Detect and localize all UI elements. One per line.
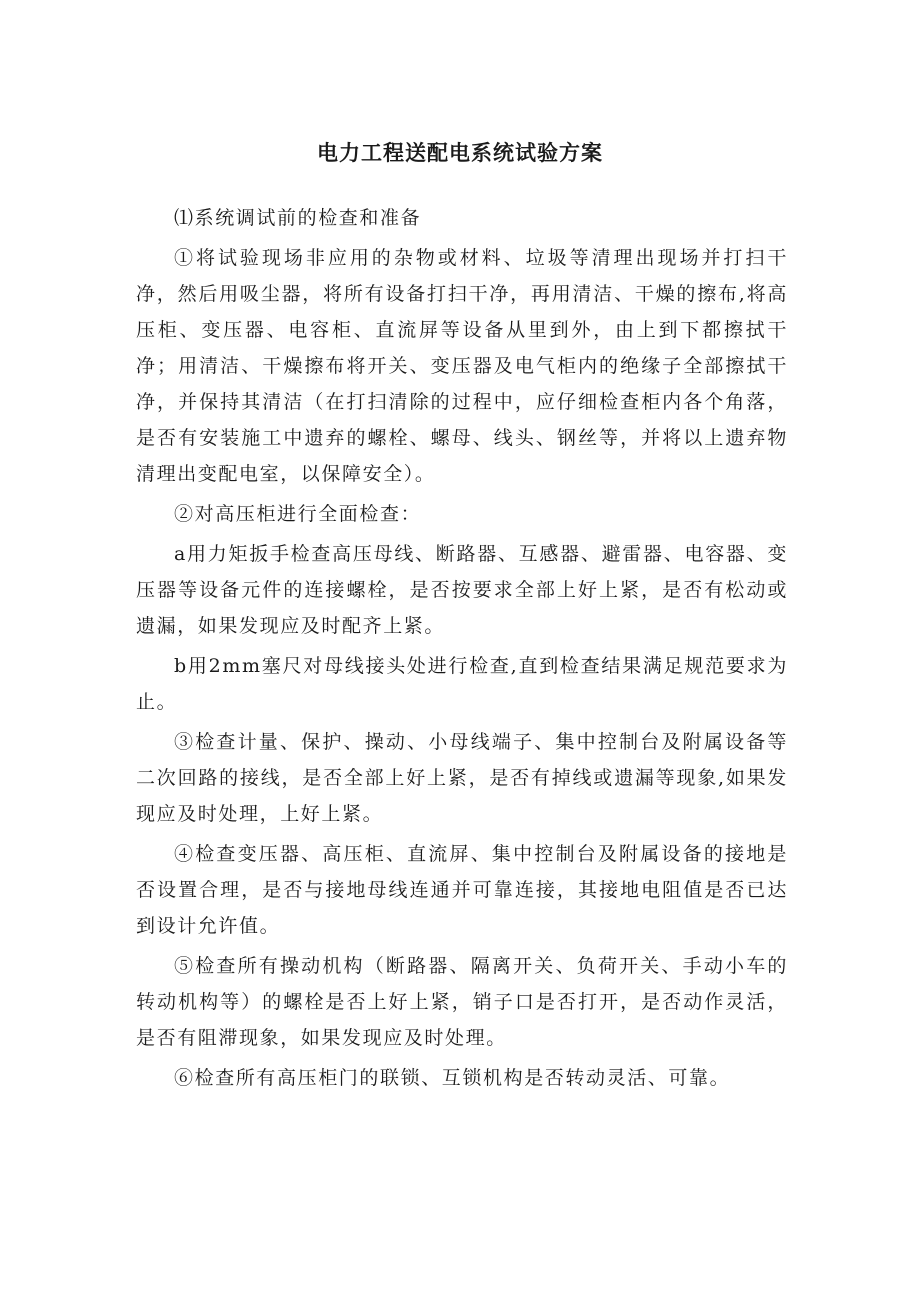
paragraph-item-1: ①将试验现场非应用的杂物或材料、垃圾等清理出现场并打扫干净，然后用吸尘器，将所有设备打扫干净，再用清洁、干燥的擦布,将高压柜、变压器、电容柜、直流屏等设备从里到外，由上到下都擦拭干净；用清洁、干燥擦布将开关、变压器及电气柜内的绝缘子全部擦拭干净，并保持其清洁（在打扫清除的过程中，应仔细检查柜内各个角落，是否有安装施工中遗弃的螺栓、螺母、线头、钢丝等，并将以上遗弃物清理出变配电室，以保障安全）。 [136,247,788,485]
paragraph-item-4: ④检查变压器、高压柜、直流屏、集中控制台及附属设备的接地是否设置合理，是否与接地母线连通并可靠连接，其接地电阻值是否已达到设计允许值。 [136,843,788,937]
paragraph-item-5: ⑤检查所有操动机构（断路器、隔离开关、负荷开关、手动小车的转动机构等）的螺栓是否上好上紧，销子口是否打开，是否动作灵活，是否有阻滞现象，如果发现应及时处理。 [136,955,788,1049]
paragraph-item-2: ②对高压柜进行全面检查： [174,503,422,525]
paragraph-item-6: ⑥检查所有高压柜门的联锁、互锁机构是否转动灵活、可靠。 [174,1067,731,1089]
document-title: 电力工程送配电系统试验方案 [317,141,603,165]
paragraph-item-2a: a用力矩扳手检查高压母线、断路器、互感器、避雷器、电容器、变压器等设备元件的连接螺栓，是否按要求全部上好上紧，是否有松动或遗漏，如果发现应及时配齐上紧。 [136,543,788,637]
paragraph-item-2b: b用2mm塞尺对母线接头处进行检查,直到检查结果满足规范要求为止。 [136,655,788,713]
paragraph-item-3: ③检查计量、保护、操动、小母线端子、集中控制台及附属设备等二次回路的接线，是否全部上好上紧，是否有掉线或遗漏等现象,如果发现应及时处理，上好上紧。 [136,731,788,825]
document-body [136,200,788,1100]
paragraph-section-heading: ⑴系统调试前的检查和准备 [174,207,422,229]
